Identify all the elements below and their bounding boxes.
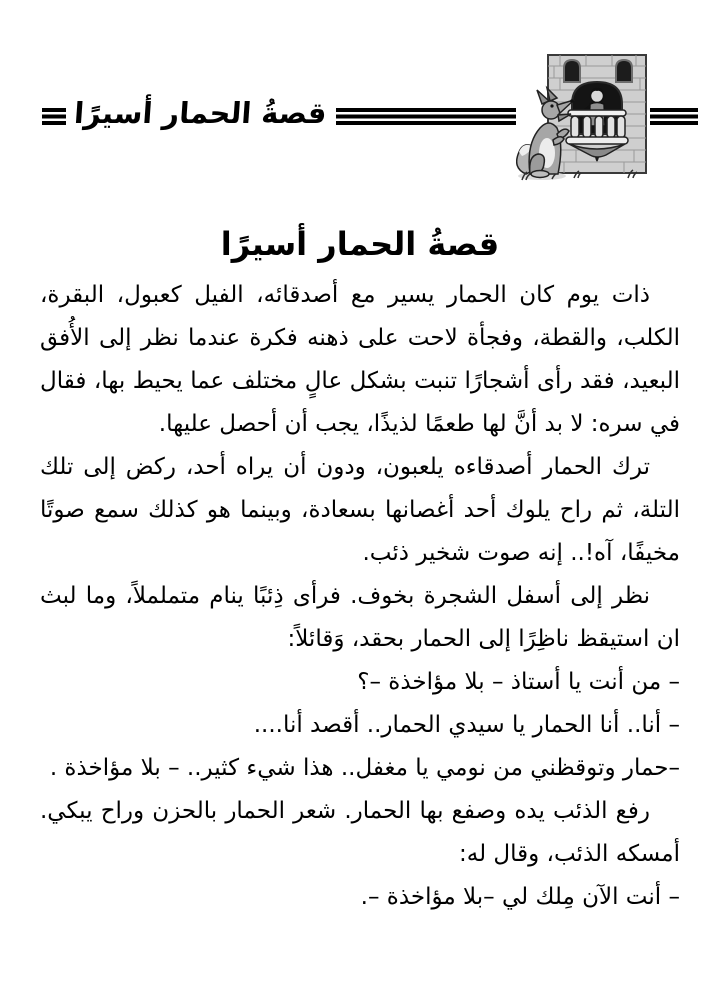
fox-and-tower-illustration <box>516 52 650 184</box>
story-paragraph: رفع الذئب يده وصفع بها الحمار. شعر الحمار بالحزن وراح يبكي. أمسكه الذئب، وقال له: <box>40 798 680 867</box>
story-paragraph: ترك الحمار أصدقاءه يلعبون، ودون أن يراه أحد، ركض إلى تلك التلة، ثم راح يلوك أحد أغصانها بسعادة، وبينما هو كذلك سمع صوتًا مخيفًا، آه!.. إنه صوت شخير ذئب. <box>40 454 680 566</box>
chapter-header-title: قصةُ الحمار أسيرًا <box>73 95 328 130</box>
story-paragraph: نظر إلى أسفل الشجرة بخوف. فرأى ذِئبًا ينام متململاً، وما لبث ان استيقظ ناظِرًا إلى الحمار بحقد، وَقائلاً: <box>40 583 680 652</box>
dialogue-line: –حمار وتوقظني من نومي يا مغفل.. هذا شيء كثير.. – بلا مؤاخذة . <box>49 755 680 781</box>
triple-rule-left-icon <box>42 108 66 125</box>
story-body <box>40 274 680 919</box>
story-illustration <box>516 52 650 184</box>
dialogue-line: – أنت الآن مِلك لي –بلا مؤاخذة –. <box>360 884 680 910</box>
dialogue-line: – من أنت يا أستاذ – بلا مؤاخذة –؟ <box>357 669 680 695</box>
dialogue-line: – أنا.. أنا الحمار يا سيدي الحمار.. أقصد أنا.... <box>253 712 680 738</box>
story-paragraph: ذات يوم كان الحمار يسير مع أصدقائه، الفيل كعبول، البقرة، الكلب، والقطة، وفجأة لاحت على ذهنه فكرة عندما نظر إلى الأُفق البعيد، فقد رأى أشجارًا تنبت بشكل عالٍ مختلف عما يحيط بها، فقال في سره: لا بد أنَّ لها طعمًا لذيذًا، يجب أن أحصل عليها. <box>40 282 680 437</box>
page-title: قصةُ الحمار أسيرًا <box>220 225 500 264</box>
